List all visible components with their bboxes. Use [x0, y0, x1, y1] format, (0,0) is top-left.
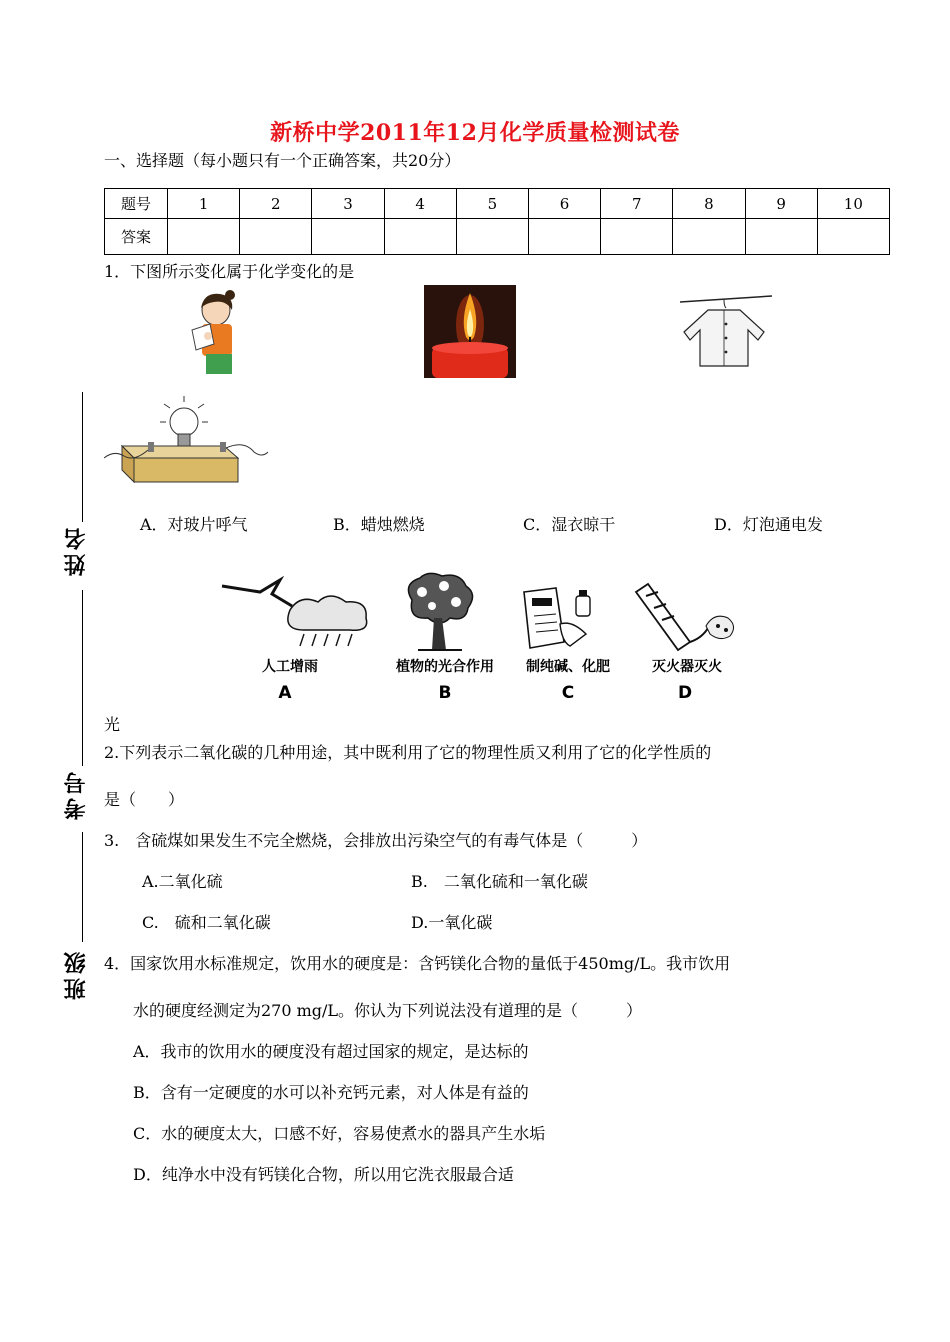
table-row [105, 219, 890, 255]
q4-option-d: D．纯净水中没有钙镁化合物，所以用它洗衣服最合适 [133, 1165, 514, 1184]
figure-letter-b: B [438, 683, 452, 703]
q1-option-d-continued: 光 [104, 715, 121, 734]
answer-cell[interactable] [168, 219, 240, 255]
q4-option-c: C．水的硬度太大，口感不好，容易使煮水的器具产生水垢 [133, 1124, 546, 1143]
q3-option-c: C. 硫和二氧化碳 [142, 913, 271, 932]
question-2-line1: 2.下列表示二氧化碳的几种用途，其中既利用了它的物理性质又利用了它的化学性质的 [104, 743, 712, 762]
answer-cell[interactable] [817, 219, 889, 255]
q3-option-d: D.一氧化碳 [411, 913, 493, 932]
answer-cell[interactable] [528, 219, 600, 255]
answer-cell[interactable] [673, 219, 745, 255]
answer-cell[interactable] [384, 219, 456, 255]
side-label-class: 班级 [63, 948, 89, 1000]
question-number: 9 [745, 189, 817, 219]
caption-artificial-rain: 人工增雨 [262, 659, 318, 675]
answer-cell[interactable] [601, 219, 673, 255]
answer-cell[interactable] [312, 219, 384, 255]
row-label-question-no: 题号 [105, 189, 168, 219]
q1-option-b: B．蜡烛燃烧 [333, 515, 425, 534]
question-4-line2: 水的硬度经测定为270 mg/L。你认为下列说法没有道理的是（ ） [133, 1001, 643, 1020]
q4-option-a: A．我市的饮用水的硬度没有超过国家的规定，是达标的 [133, 1042, 529, 1061]
q3-option-a: A.二氧化硫 [142, 872, 223, 891]
question-number: 3 [312, 189, 384, 219]
caption-extinguisher: 灭火器灭火 [652, 659, 722, 675]
table-row [105, 189, 890, 219]
figure-letter-c: C [561, 683, 575, 703]
soda-fertilizer-image [520, 584, 600, 654]
name-fill-line [82, 392, 83, 522]
caption-soda-fertilizer: 制纯碱、化肥 [526, 659, 610, 675]
figure-letter-a: A [278, 683, 292, 703]
question-number: 6 [528, 189, 600, 219]
artificial-rain-image [220, 572, 380, 654]
question-number: 10 [817, 189, 889, 219]
question-2-line2: 是（ ） [104, 790, 185, 809]
exam-no-fill-line [82, 590, 83, 766]
row-label-answer: 答案 [105, 219, 168, 255]
question-number: 7 [601, 189, 673, 219]
q1-option-d: D．灯泡通电发 [714, 515, 823, 534]
q1-option-a: A．对玻片呼气 [140, 515, 248, 534]
fire-extinguisher-image [632, 582, 738, 654]
page-title: 新桥中学2011年12月化学质量检测试卷 [270, 120, 680, 146]
q4-option-b: B．含有一定硬度的水可以补充钙元素，对人体是有益的 [133, 1083, 529, 1102]
section-heading: 一、选择题（每小题只有一个正确答案，共20分） [104, 151, 461, 170]
answer-table [104, 188, 890, 255]
answer-cell[interactable] [745, 219, 817, 255]
candle-burning-image [424, 285, 516, 378]
side-label-name: 姓名 [63, 524, 89, 576]
question-4-line1: 4．国家饮用水标准规定，饮用水的硬度是：含钙镁化合物的量低于450mg/L。我市饮用 [104, 954, 731, 973]
question-3-stem: 3. 含硫煤如果发生不完全燃烧，会排放出污染空气的有毒气体是（ ） [104, 831, 648, 850]
question-number: 4 [384, 189, 456, 219]
answer-cell[interactable] [456, 219, 528, 255]
question-number: 1 [168, 189, 240, 219]
drying-shirt-image [678, 292, 774, 370]
girl-breathing-image [186, 288, 246, 376]
question-1-stem: 1．下图所示变化属于化学变化的是 [104, 262, 355, 281]
q3-option-b: B. 二氧化硫和一氧化碳 [411, 872, 588, 891]
question-number: 2 [240, 189, 312, 219]
caption-photosynthesis: 植物的光合作用 [396, 659, 494, 675]
tree-photosynthesis-image [398, 570, 480, 654]
answer-cell[interactable] [240, 219, 312, 255]
light-bulb-circuit-image [104, 396, 268, 488]
figure-letter-d: D [677, 683, 693, 703]
side-label-exam-no: 考号 [63, 768, 89, 820]
question-number: 5 [456, 189, 528, 219]
class-fill-line [82, 832, 83, 942]
q1-option-c: C．湿衣晾干 [523, 515, 616, 534]
question-number: 8 [673, 189, 745, 219]
